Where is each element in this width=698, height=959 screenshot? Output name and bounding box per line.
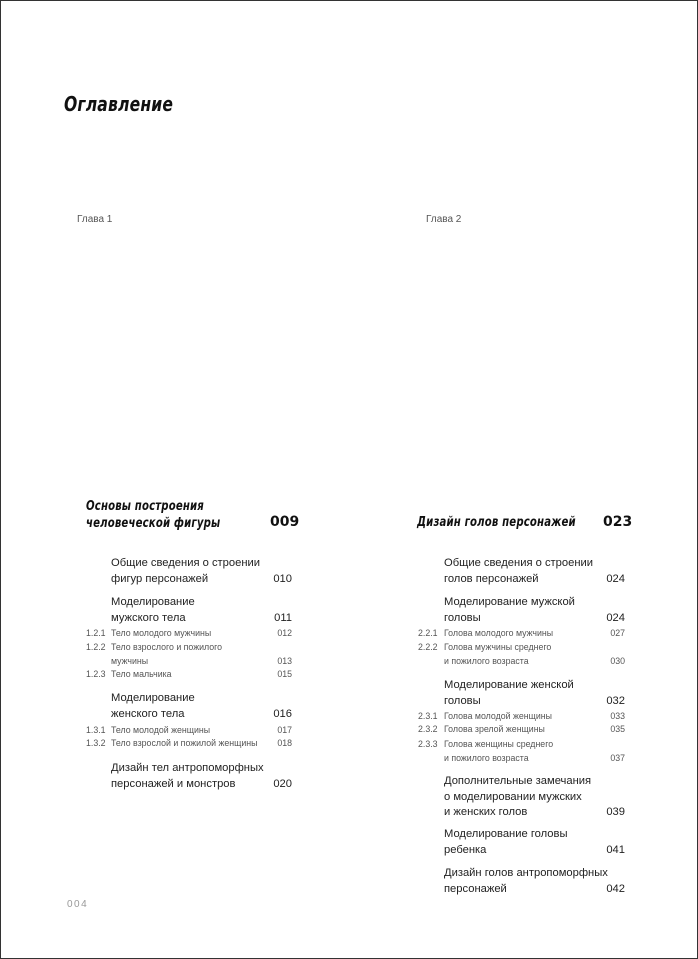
subsection-title <box>111 724 210 738</box>
toc-section-entry[interactable] <box>111 691 292 722</box>
section-title-line: Дизайн голов антропоморфных <box>444 867 608 879</box>
section-title <box>444 827 568 858</box>
section-title-line: Моделирование головы <box>444 828 568 840</box>
section-title <box>111 556 260 587</box>
section-title <box>444 774 591 821</box>
section-page-number: 024 <box>606 572 625 585</box>
subsection-page-number: 035 <box>610 724 625 734</box>
subsection-title-line: Тело взрослой и пожилой женщины <box>111 738 258 748</box>
subsection-title <box>444 738 553 765</box>
subsection-title-line: Голова женщины среднего <box>444 739 554 749</box>
section-title-line: мужского тела <box>111 611 186 624</box>
section-title-line: головы <box>444 611 481 624</box>
subsection-title <box>111 627 211 641</box>
section-page-number: 032 <box>606 694 625 707</box>
page-title: Оглавление <box>64 92 174 116</box>
chapter-title <box>86 498 220 532</box>
section-title <box>444 556 593 587</box>
subsection-number: 1.2.3 <box>86 669 106 679</box>
subsection-page-number: 037 <box>610 752 625 763</box>
section-title <box>111 761 264 792</box>
section-page-number: 020 <box>273 777 292 790</box>
subsection-title <box>444 723 545 737</box>
section-title <box>444 678 574 709</box>
section-title-line: о моделировании мужских <box>444 790 582 803</box>
toc-section-entry[interactable] <box>444 556 625 587</box>
toc-section-entry[interactable] <box>444 678 625 709</box>
toc-subsection-entry[interactable] <box>86 641 292 668</box>
chapter-label: Глава 2 <box>426 214 462 225</box>
toc-section-entry[interactable] <box>111 761 292 792</box>
toc-subsection-entry[interactable] <box>418 723 625 737</box>
subsection-number: 1.2.2 <box>86 642 106 652</box>
toc-subsection-entry[interactable] <box>418 738 625 765</box>
subsection-title-line: Голова мужчины среднего <box>444 642 552 652</box>
section-title <box>111 595 195 626</box>
subsection-title-line: Тело молодого мужчины <box>111 628 212 638</box>
subsection-page-number: 033 <box>610 711 625 721</box>
toc-subsection-entry[interactable] <box>86 627 292 641</box>
subsection-title-line: мужчины <box>111 655 149 666</box>
section-title-line: фигур персонажей <box>111 572 209 585</box>
subsection-title-line: и пожилого возраста <box>444 752 529 763</box>
subsection-title-line: Голова зрелой женщины <box>444 724 545 734</box>
subsection-number: 2.2.2 <box>418 642 438 652</box>
toc-subsection-entry[interactable] <box>86 737 292 751</box>
subsection-title-line: Тело молодой женщины <box>111 725 211 735</box>
toc-section-entry[interactable] <box>111 556 292 587</box>
subsection-number: 1.3.1 <box>86 725 106 735</box>
section-page-number: 024 <box>606 611 625 624</box>
section-title-line: Дополнительные замечания <box>444 775 592 787</box>
subsection-number: 1.3.2 <box>86 738 106 748</box>
subsection-title <box>111 641 222 668</box>
subsection-title-line: Тело мальчика <box>111 669 172 679</box>
section-title-line: Моделирование женской <box>444 679 574 691</box>
toc-section-entry[interactable] <box>444 827 625 858</box>
subsection-page-number: 030 <box>610 655 625 666</box>
subsection-number: 2.3.3 <box>418 739 438 749</box>
toc-section-entry[interactable] <box>111 595 292 626</box>
subsection-title <box>111 737 257 751</box>
section-title-line: голов персонажей <box>444 572 539 585</box>
section-page-number: 041 <box>606 843 625 856</box>
toc-section-entry[interactable] <box>444 595 625 626</box>
toc-subsection-entry[interactable] <box>86 724 292 738</box>
chapter-title-line: Основы построения <box>86 499 204 514</box>
subsection-number: 1.2.1 <box>86 628 106 638</box>
subsection-title-line: Тело взрослого и пожилого <box>111 642 223 652</box>
section-page-number: 042 <box>606 882 625 895</box>
toc-subsection-entry[interactable] <box>418 627 625 641</box>
toc-subsection-entry[interactable] <box>418 641 625 668</box>
subsection-title <box>444 710 552 724</box>
section-title <box>444 595 575 626</box>
subsection-number: 2.3.2 <box>418 724 438 734</box>
section-title-line: Дизайн тел антропоморфных <box>111 762 264 774</box>
section-title-line: Моделирование <box>111 692 195 704</box>
subsection-title <box>111 668 172 682</box>
toc-subsection-entry[interactable] <box>418 710 625 724</box>
section-title-line: и женских голов <box>444 806 528 818</box>
section-title-line: ребенка <box>444 843 487 856</box>
subsection-page-number: 018 <box>277 738 292 748</box>
subsection-page-number: 015 <box>277 669 292 679</box>
subsection-number: 2.3.1 <box>418 711 438 721</box>
chapter-page-number: 023 <box>603 514 633 530</box>
section-title-line: женского тела <box>111 707 185 720</box>
subsection-title <box>444 641 551 668</box>
subsection-page-number: 027 <box>610 628 625 638</box>
subsection-title <box>444 627 553 641</box>
section-title-line: Общие сведения о строении <box>444 557 594 569</box>
subsection-title-line: Голова молодого мужчины <box>444 628 554 638</box>
subsection-page-number: 013 <box>277 655 292 666</box>
section-title <box>444 866 608 897</box>
section-title-line: персонажей <box>444 882 507 895</box>
section-title-line: персонажей и монстров <box>111 777 236 790</box>
subsection-page-number: 017 <box>277 725 292 735</box>
toc-section-entry[interactable] <box>444 866 625 897</box>
subsection-title-line: и пожилого возраста <box>444 655 529 666</box>
toc-section-entry[interactable] <box>444 774 625 821</box>
section-title <box>111 691 195 722</box>
section-page-number: 016 <box>273 707 292 720</box>
section-page-number: 039 <box>606 806 625 818</box>
subsection-number: 2.2.1 <box>418 628 438 638</box>
section-page-number: 010 <box>273 572 292 585</box>
toc-subsection-entry[interactable] <box>86 668 292 682</box>
subsection-page-number: 012 <box>277 628 292 638</box>
chapter-page-number: 009 <box>270 514 300 530</box>
section-page-number: 011 <box>274 611 292 624</box>
chapter-title <box>417 514 576 531</box>
section-title-line: Моделирование <box>111 596 195 608</box>
chapter-title-line: Дизайн голов персонажей <box>417 515 576 530</box>
chapter-title-line: человеческой фигуры <box>86 516 221 531</box>
chapter-label: Глава 1 <box>77 214 113 225</box>
section-title-line: Общие сведения о строении <box>111 557 261 569</box>
section-title-line: Моделирование мужской <box>444 596 575 608</box>
subsection-title-line: Голова молодой женщины <box>444 711 552 721</box>
section-title-line: головы <box>444 694 481 707</box>
page-number: 004 <box>67 899 89 910</box>
